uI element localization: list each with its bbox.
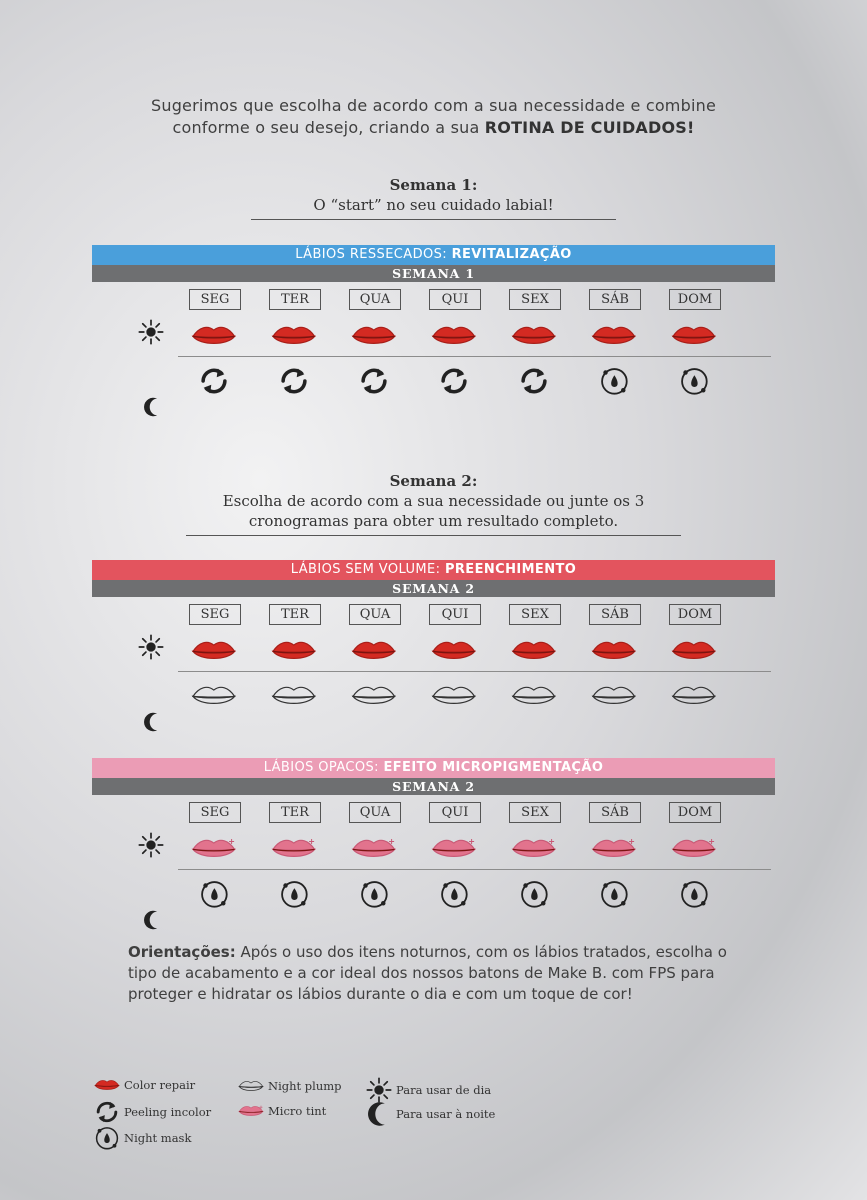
week-2-title: Semana 2: <box>389 472 478 490</box>
legend-label: Night mask <box>124 1131 192 1146</box>
night-mask-icon <box>589 877 639 911</box>
legend-label: Para usar à noite <box>396 1107 496 1121</box>
day-label-sex: SEX <box>509 604 561 625</box>
row-divider <box>178 356 771 357</box>
day-label-seg: SEG <box>189 604 241 625</box>
night-plump-icon <box>589 679 639 713</box>
day-label-seg: SEG <box>189 802 241 823</box>
sun-icon <box>138 319 164 349</box>
legend-label: Night plump <box>268 1079 342 1094</box>
night-mask-icon <box>509 877 559 911</box>
color-repair-icon <box>429 320 479 352</box>
section-preenchimento <box>92 560 775 715</box>
schedule-grid <box>92 597 775 715</box>
micro-tint-icon <box>429 833 479 865</box>
micro-tint-icon <box>269 833 319 865</box>
night-mask-icon <box>669 877 719 911</box>
night-plump-icon <box>669 679 719 713</box>
night-mask-icon <box>589 364 639 398</box>
week-2-heading <box>185 471 682 536</box>
day-label-seg: SEG <box>189 289 241 310</box>
legend-label: Para usar de dia <box>396 1083 492 1097</box>
week-2-line-2: cronogramas para obter um resultado completo. <box>248 512 619 530</box>
section-week-label: SEMANA 2 <box>92 580 775 597</box>
week-1-title: Semana 1: <box>389 176 478 194</box>
row-divider <box>178 671 771 672</box>
sun-icon <box>138 832 164 862</box>
sun-icon <box>138 634 164 664</box>
peeling-incolor-icon <box>429 364 479 398</box>
intro-emphasis: ROTINA DE CUIDADOS! <box>484 118 695 137</box>
color-repair-icon <box>509 320 559 352</box>
peeling-incolor-icon <box>349 364 399 398</box>
night-plump-icon <box>238 1075 264 1098</box>
legend-night-mask <box>94 1124 191 1153</box>
day-label-ter: TER <box>269 289 321 310</box>
day-label-sex: SEX <box>509 289 561 310</box>
day-label-ter: TER <box>269 802 321 823</box>
color-repair-icon <box>429 635 479 667</box>
color-repair-icon <box>349 320 399 352</box>
section-micropigmentacao <box>92 758 775 913</box>
section-header-prefix: LÁBIOS SEM VOLUME: <box>290 562 445 577</box>
section-header-emphasis: REVITALIZAÇÃO <box>451 247 572 262</box>
night-plump-icon <box>349 679 399 713</box>
orientations-text <box>128 942 728 1005</box>
week-1-rule <box>251 219 616 220</box>
peeling-incolor-icon <box>189 364 239 398</box>
section-week-label: SEMANA 1 <box>92 265 775 282</box>
legend-peeling-incolor <box>94 1098 211 1126</box>
intro-line-2 <box>90 117 777 139</box>
color-repair-icon <box>669 320 719 352</box>
moon-icon <box>144 396 162 422</box>
week-2-rule <box>186 535 681 536</box>
peeling-incolor-icon <box>94 1098 120 1126</box>
section-header <box>92 560 775 580</box>
micro-tint-icon <box>589 833 639 865</box>
color-repair-icon <box>589 320 639 352</box>
color-repair-icon <box>189 320 239 352</box>
schedule-grid <box>92 282 775 400</box>
day-label-qua: QUA <box>349 802 401 823</box>
color-repair-icon <box>189 635 239 667</box>
legend-night-plump <box>238 1075 342 1098</box>
micro-tint-icon <box>349 833 399 865</box>
day-label-sáb: SÁB <box>589 802 641 823</box>
color-repair-icon <box>269 320 319 352</box>
legend-night-use <box>366 1100 495 1128</box>
peeling-incolor-icon <box>509 364 559 398</box>
section-header <box>92 245 775 265</box>
intro-line-1: Sugerimos que escolha de acordo com a sua necessidade e combine <box>151 96 716 115</box>
section-revitalizacao <box>92 245 775 400</box>
legend-micro-tint <box>238 1100 326 1123</box>
schedule-grid <box>92 795 775 913</box>
intro-text <box>90 95 777 139</box>
peeling-incolor-icon <box>269 364 319 398</box>
week-2-line-1: Escolha de acordo com a sua necessidade ou junte os 3 <box>222 492 645 510</box>
moon-icon <box>144 909 162 935</box>
night-mask-icon <box>269 877 319 911</box>
day-label-dom: DOM <box>669 604 721 625</box>
micro-tint-icon <box>509 833 559 865</box>
day-label-ter: TER <box>269 604 321 625</box>
week-1-heading <box>250 175 617 220</box>
micro-tint-icon <box>669 833 719 865</box>
day-label-sex: SEX <box>509 802 561 823</box>
color-repair-icon <box>509 635 559 667</box>
section-header <box>92 758 775 778</box>
night-mask-icon <box>94 1124 120 1153</box>
section-header-emphasis: EFEITO MICROPIGMENTAÇÃO <box>383 760 604 775</box>
section-header-emphasis: PREENCHIMENTO <box>444 562 577 577</box>
night-plump-icon <box>189 679 239 713</box>
orientations-label: Orientações: <box>128 943 236 961</box>
section-header-prefix: LÁBIOS RESSECADOS: <box>295 247 452 262</box>
color-repair-icon <box>589 635 639 667</box>
moon-icon <box>366 1100 392 1128</box>
day-label-sáb: SÁB <box>589 289 641 310</box>
night-mask-icon <box>669 364 719 398</box>
day-label-qui: QUI <box>429 604 481 625</box>
night-mask-icon <box>349 877 399 911</box>
day-label-dom: DOM <box>669 289 721 310</box>
section-header-prefix: LÁBIOS OPACOS: <box>263 760 384 775</box>
day-label-qui: QUI <box>429 289 481 310</box>
micro-tint-icon <box>238 1100 264 1123</box>
color-repair-icon <box>349 635 399 667</box>
night-plump-icon <box>269 679 319 713</box>
legend-color-repair <box>94 1074 195 1097</box>
night-plump-icon <box>509 679 559 713</box>
orientations-body: Após o uso dos itens noturnos, com os lábios tratados, escolha o tipo de acabamento e a cor ideal dos nossos batons de Make B. com FPS para proteger e hidratar os lábios durante o dia e com um toque de cor! <box>128 943 727 1003</box>
color-repair-icon <box>669 635 719 667</box>
moon-icon <box>144 711 162 737</box>
color-repair-icon <box>94 1074 120 1097</box>
night-plump-icon <box>429 679 479 713</box>
row-divider <box>178 869 771 870</box>
day-label-dom: DOM <box>669 802 721 823</box>
day-label-qui: QUI <box>429 802 481 823</box>
day-label-qua: QUA <box>349 289 401 310</box>
intro-line-2-text: conforme o seu desejo, criando a sua <box>172 118 485 137</box>
night-mask-icon <box>189 877 239 911</box>
micro-tint-icon <box>189 833 239 865</box>
legend-label: Color repair <box>124 1078 196 1093</box>
day-label-qua: QUA <box>349 604 401 625</box>
section-week-label: SEMANA 2 <box>92 778 775 795</box>
legend-label: Micro tint <box>268 1104 327 1119</box>
day-label-sáb: SÁB <box>589 604 641 625</box>
legend-label: Peeling incolor <box>124 1105 212 1119</box>
night-mask-icon <box>429 877 479 911</box>
color-repair-icon <box>269 635 319 667</box>
week-1-subtitle: O “start” no seu cuidado labial! <box>313 196 554 214</box>
